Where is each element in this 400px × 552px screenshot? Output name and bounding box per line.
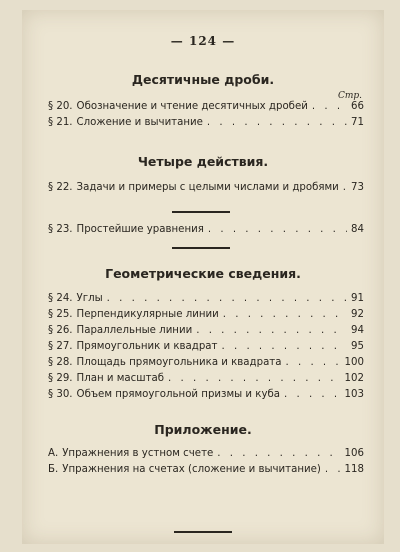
- entry-page: 84: [351, 224, 364, 235]
- section-divider: [172, 211, 230, 213]
- page-column-label: Стр.: [337, 91, 362, 101]
- entry-page: 71: [351, 117, 364, 128]
- dot-leader: [312, 101, 347, 112]
- section-heading-appendix: Приложение.: [154, 422, 252, 437]
- section-heading-four-operations: Четыре действия.: [137, 154, 269, 169]
- section-heading-geometry: Геометрические сведения.: [105, 266, 301, 281]
- entry-number: § 27.: [48, 341, 73, 352]
- toc-entry[interactable]: [48, 373, 364, 389]
- dot-leader: [325, 464, 341, 475]
- page-number: — 124 —: [170, 34, 236, 48]
- entry-number: § 30.: [48, 389, 73, 400]
- toc-entry[interactable]: [48, 309, 364, 325]
- entry-title: Сложение и вычитание: [76, 117, 203, 128]
- bottom-divider: [174, 531, 232, 533]
- entry-number: А.: [48, 448, 59, 459]
- entry-number: § 20.: [48, 101, 73, 112]
- entry-title: Углы: [76, 293, 103, 304]
- entry-page: 100: [344, 357, 364, 368]
- entry-title: Упражнения на счетах (сложение и вычитание): [62, 464, 321, 475]
- entry-number: § 25.: [48, 309, 73, 320]
- section-heading-decimal-fractions: Десятичные дроби.: [131, 72, 275, 87]
- entry-title: Площадь прямоугольника и квадрата: [76, 357, 282, 368]
- entry-title: Обозначение и чтение десятичных дробей: [76, 101, 308, 112]
- dot-leader: [168, 373, 341, 384]
- entry-number: § 26.: [48, 325, 73, 336]
- entry-number: § 22.: [48, 182, 73, 193]
- entry-title: Объем прямоугольной призмы и куба: [76, 389, 280, 400]
- entry-number: § 29.: [48, 373, 73, 384]
- entry-title: Упражнения в устном счете: [62, 448, 214, 459]
- toc-entry[interactable]: [48, 389, 364, 405]
- toc-entry[interactable]: [48, 448, 364, 464]
- dot-leader: [207, 117, 347, 128]
- entry-title: Перпендикулярные линии: [76, 309, 219, 320]
- entry-title: Параллельные линии: [76, 325, 193, 336]
- toc-entry[interactable]: [48, 464, 364, 480]
- entry-title: План и масштаб: [76, 373, 165, 384]
- entry-page: 102: [344, 373, 364, 384]
- entry-page: 103: [344, 389, 364, 400]
- toc-entry[interactable]: [48, 325, 364, 341]
- entry-number: § 23.: [48, 224, 73, 235]
- dot-leader: [208, 224, 347, 235]
- dot-leader: [286, 357, 341, 368]
- entry-page: 91: [351, 293, 364, 304]
- entry-number: § 28.: [48, 357, 73, 368]
- entry-number: § 21.: [48, 117, 73, 128]
- entry-page: 95: [351, 341, 364, 352]
- toc-entry[interactable]: [48, 293, 364, 309]
- dot-leader: [343, 182, 347, 193]
- toc-entry[interactable]: [48, 357, 364, 373]
- entry-number: § 24.: [48, 293, 73, 304]
- entry-title: Задачи и примеры с целыми числами и дробями: [76, 182, 339, 193]
- toc-entry[interactable]: [48, 117, 364, 133]
- section-divider: [172, 247, 230, 249]
- book-page: [22, 10, 384, 544]
- entry-title: Прямоугольник и квадрат: [76, 341, 218, 352]
- toc-entry[interactable]: [48, 182, 364, 198]
- dot-leader: [223, 309, 347, 320]
- entry-page: 118: [344, 464, 364, 475]
- dot-leader: [284, 389, 341, 400]
- toc-entry[interactable]: [48, 101, 364, 117]
- toc-entry[interactable]: [48, 341, 364, 357]
- entry-page: 92: [351, 309, 364, 320]
- dot-leader: [217, 448, 340, 459]
- dot-leader: [196, 325, 347, 336]
- entry-page: 66: [351, 101, 364, 112]
- dot-leader: [221, 341, 347, 352]
- entry-page: 106: [344, 448, 364, 459]
- dot-leader: [107, 293, 347, 304]
- entry-number: Б.: [48, 464, 59, 475]
- entry-page: 73: [351, 182, 364, 193]
- toc-entry[interactable]: [48, 224, 364, 240]
- entry-page: 94: [351, 325, 364, 336]
- entry-title: Простейшие уравнения: [76, 224, 204, 235]
